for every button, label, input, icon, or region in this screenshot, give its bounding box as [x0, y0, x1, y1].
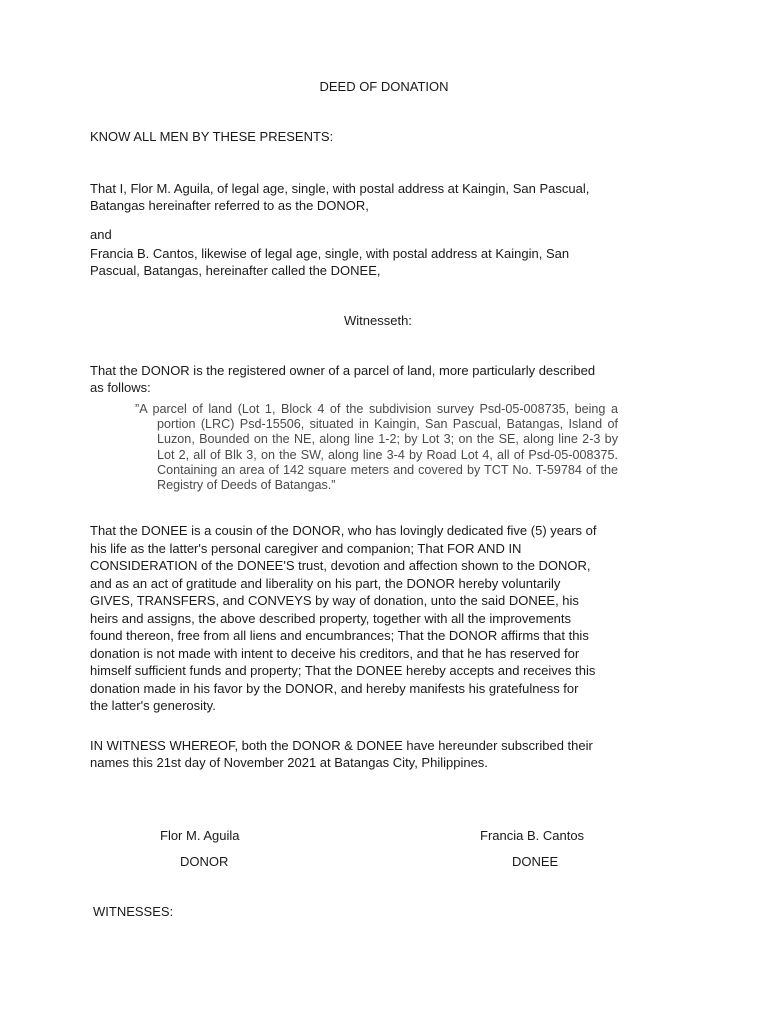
witnesses-label: WITNESSES:	[93, 904, 174, 919]
donation-body-line: and as an act of gratitude and liberality on his part, the DONOR hereby voluntarily	[90, 576, 561, 591]
document-title: DEED OF DONATION	[319, 79, 449, 94]
donor-name: Flor M. Aguila	[160, 828, 240, 843]
donee-intro-line: Francia B. Cantos, likewise of legal age, single, with postal address at Kaingin, San	[90, 246, 570, 261]
witnesseth-heading: Witnesseth:	[344, 313, 412, 328]
witness-whereof-line: IN WITNESS WHEREOF, both the DONOR & DONEE have hereunder subscribed their	[90, 738, 593, 753]
donation-body-line: donation is not made with intent to deceive his creditors, and that he has reserved for	[90, 646, 580, 661]
salutation: KNOW ALL MEN BY THESE PRESENTS:	[90, 129, 334, 144]
donor-intro-line: That I, Flor M. Aguila, of legal age, single, with postal address at Kaingin, San Pascual,	[90, 181, 590, 196]
owner-statement-line: That the DONOR is the registered owner of a parcel of land, more particularly described	[90, 363, 596, 378]
donor-role: DONOR	[180, 854, 229, 869]
donation-body-line: himself sufficient funds and property; That the DONEE hereby accepts and receives this	[90, 663, 596, 678]
property-description	[135, 402, 618, 493]
donation-body-line: his life as the latter's personal caregiver and companion; That FOR AND IN	[90, 541, 522, 556]
donation-body-line: That the DONEE is a cousin of the DONOR, who has lovingly dedicated five (5) years of	[90, 523, 597, 538]
donation-body-line: donation made in his favor by the DONOR, and hereby manifests his gratefulness for	[90, 681, 579, 696]
donation-body-line: heirs and assigns, the above described property, together with all the improvements	[90, 611, 572, 626]
donee-intro-line: Pascual, Batangas, hereinafter called the DONEE,	[90, 263, 381, 278]
witness-whereof-line: names this 21st day of November 2021 at Batangas City, Philippines.	[90, 755, 488, 770]
donor-intro-line: Batangas hereinafter referred to as the DONOR,	[90, 198, 369, 213]
donation-body-line: the latter's generosity.	[90, 698, 216, 713]
donation-body-line: CONSIDERATION of the DONEE'S trust, devotion and affection shown to the DONOR,	[90, 558, 591, 573]
donee-role: DONEE	[512, 854, 559, 869]
property-description-text: ”A parcel of land (Lot 1, Block 4 of the subdivision survey Psd-05-008735, being a portion (LRC) Psd-15506, situated in Kaingin, San Pascual, Batangas, Island of Luzon, Bounded on the NE, along line 1-2; by Lot 3; on the SE, along line 2-3 by Lot 2, all of Blk 3, on the SW, along line 3-4 by Road Lot 4, all of Psd-05-008375. Containing an area of 142 square meters and covered by TCT No. T-59784 of the Registry of Deeds of Batangas.”	[135, 402, 618, 493]
owner-statement-line: as follows:	[90, 380, 151, 395]
donation-body-line: found thereon, free from all liens and encumbrances; That the DONOR affirms that this	[90, 628, 589, 643]
conjunction-and: and	[90, 227, 112, 242]
donee-name: Francia B. Cantos	[480, 828, 585, 843]
donation-body-line: GIVES, TRANSFERS, and CONVEYS by way of donation, unto the said DONEE, his	[90, 593, 579, 608]
